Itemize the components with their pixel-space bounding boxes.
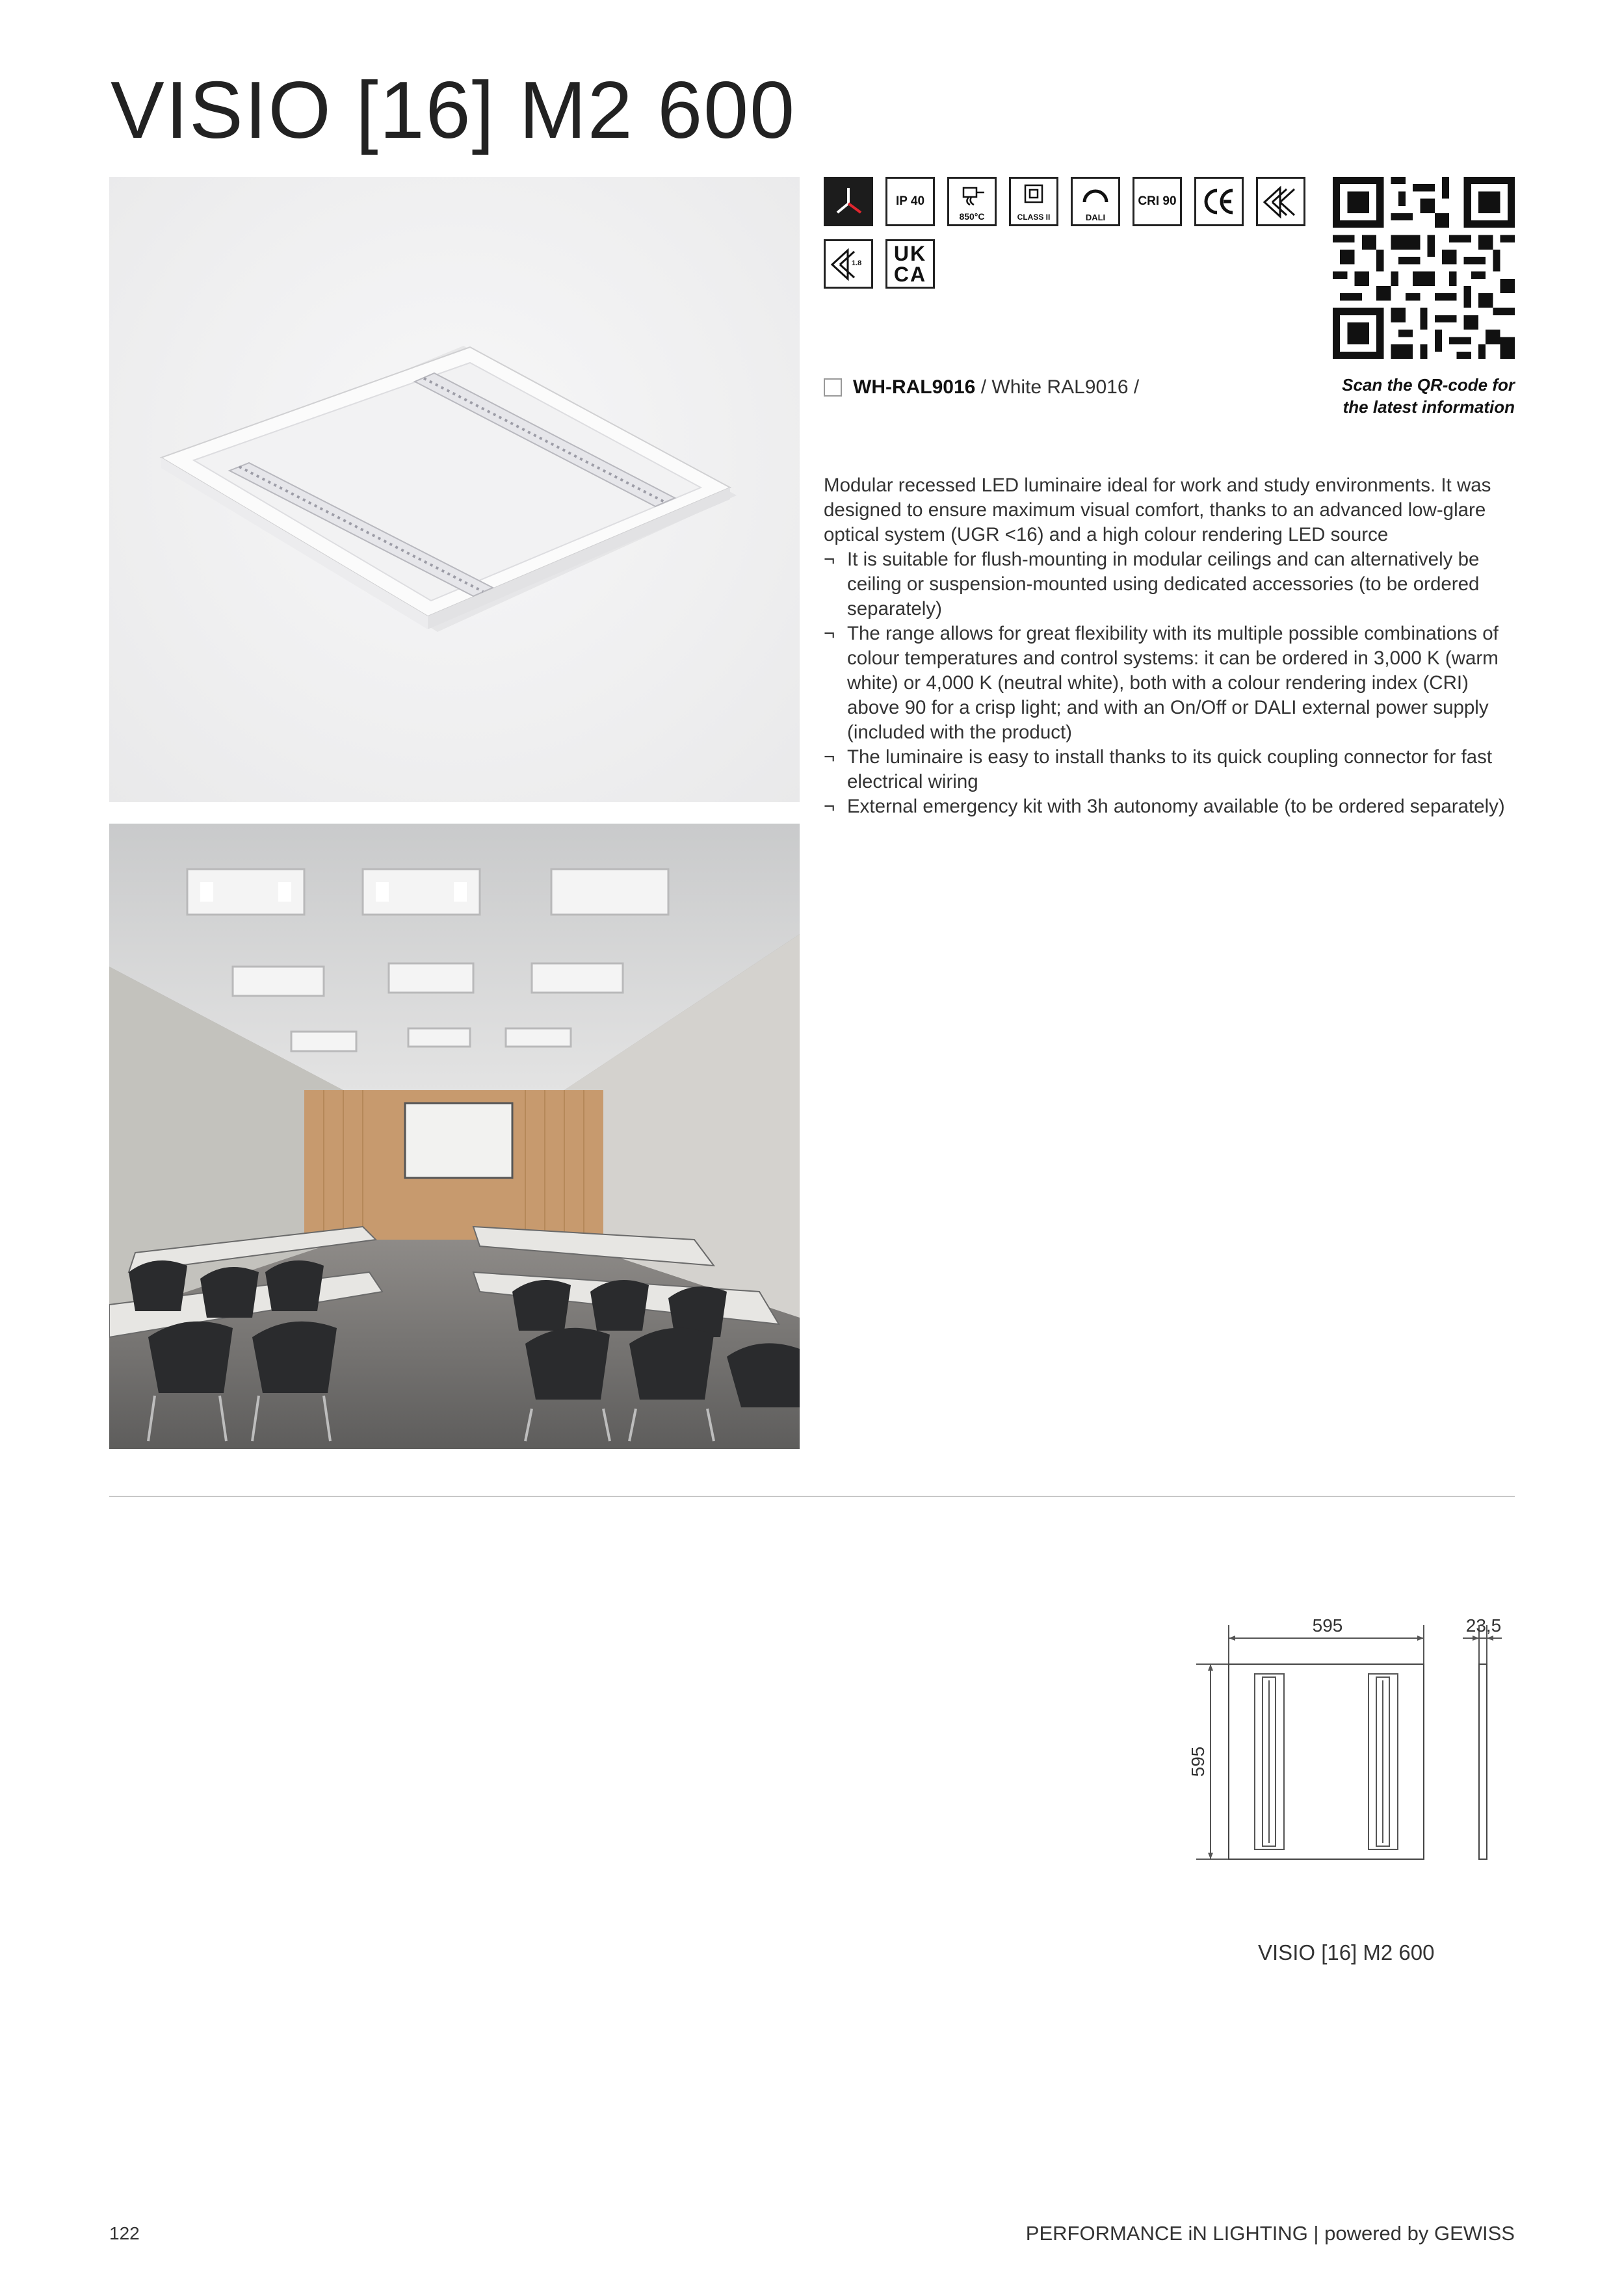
bullet-symbol: ¬ bbox=[824, 796, 835, 817]
finish-checkbox[interactable] bbox=[824, 378, 842, 397]
qr-code-icon[interactable] bbox=[1333, 177, 1515, 359]
footer-brand: PERFORMANCE iN LIGHTING | powered by GEWISS bbox=[1025, 2222, 1515, 2245]
height-dimension: 595 bbox=[1188, 1746, 1208, 1777]
luminaire-image bbox=[109, 177, 800, 802]
room-application-photo bbox=[109, 824, 800, 1449]
drawing-caption: VISIO [16] M2 600 bbox=[1258, 1940, 1435, 1964]
page-number: 122 bbox=[109, 2223, 140, 2243]
bullet-symbol: ¬ bbox=[824, 623, 835, 644]
depth-dimension: 23,5 bbox=[1465, 1615, 1502, 1636]
finish-description: / White RAL9016 / bbox=[975, 376, 1140, 398]
list-item: ¬ It is suitable for flush-mounting in modular ceilings and can alternatively be ceiling or suspension-mounted using dedicated accessories (to be ordered separately) bbox=[824, 549, 1480, 620]
qr-caption-line-2: the latest information bbox=[1342, 397, 1515, 417]
product-photo bbox=[109, 177, 800, 802]
bullet-symbol: ¬ bbox=[824, 549, 835, 570]
page-title: VISIO [16] M2 600 bbox=[111, 66, 796, 155]
product-description bbox=[824, 473, 1519, 819]
finish-code: WH-RAL9016 bbox=[853, 376, 976, 398]
conference-room-image bbox=[109, 824, 800, 1449]
ukca-mark-icon: UK CA bbox=[885, 239, 935, 289]
qr-caption-line-1: Scan the QR-code for bbox=[1342, 375, 1515, 395]
list-item: ¬ The luminaire is easy to install thanks to its quick coupling connector for fast electrical wiring bbox=[824, 746, 1493, 792]
dali-dimming-icon: DALI bbox=[1071, 177, 1120, 226]
finish-option bbox=[853, 376, 1139, 399]
technical-drawing bbox=[1183, 1612, 1508, 1885]
qr-caption bbox=[1300, 374, 1515, 418]
width-dimension: 595 bbox=[1312, 1615, 1343, 1636]
list-item: ¬ External emergency kit with 3h autonomy available (to be ordered separately) bbox=[824, 794, 1519, 819]
bullet-symbol: ¬ bbox=[824, 746, 835, 768]
cri-icon: CRI 90 bbox=[1133, 177, 1182, 226]
description-intro: Modular recessed LED luminaire ideal for work and study environments. It was designed to ensure maximum visual comfort, thanks to an advanced low-glare optical system (UGR <16) and a high colour rendering LED source bbox=[824, 475, 1491, 545]
ce-mark-icon bbox=[1194, 177, 1244, 226]
class-ii-icon: CLASS II bbox=[1009, 177, 1058, 226]
feature-list bbox=[824, 547, 1519, 819]
list-item: ¬ The range allows for great flexibility with its multiple possible combinations of colour temperatures and control systems: it can be ordered in 3,000 K (warm white) or 4,000 K (neutral white), both with a colour rendering index (CRI) above 90 for a crisp light; and with an On/Off or DALI external power supply (included with the product) bbox=[824, 623, 1499, 743]
section-divider bbox=[109, 1496, 1515, 1497]
ip-rating-icon: IP 40 bbox=[885, 177, 935, 226]
recessed-mounting-icon bbox=[824, 177, 873, 226]
insulation-mark-icon bbox=[1256, 177, 1305, 226]
glow-wire-icon: 850°C bbox=[947, 177, 997, 226]
recess-marking-icon: 1.8 bbox=[824, 239, 873, 289]
